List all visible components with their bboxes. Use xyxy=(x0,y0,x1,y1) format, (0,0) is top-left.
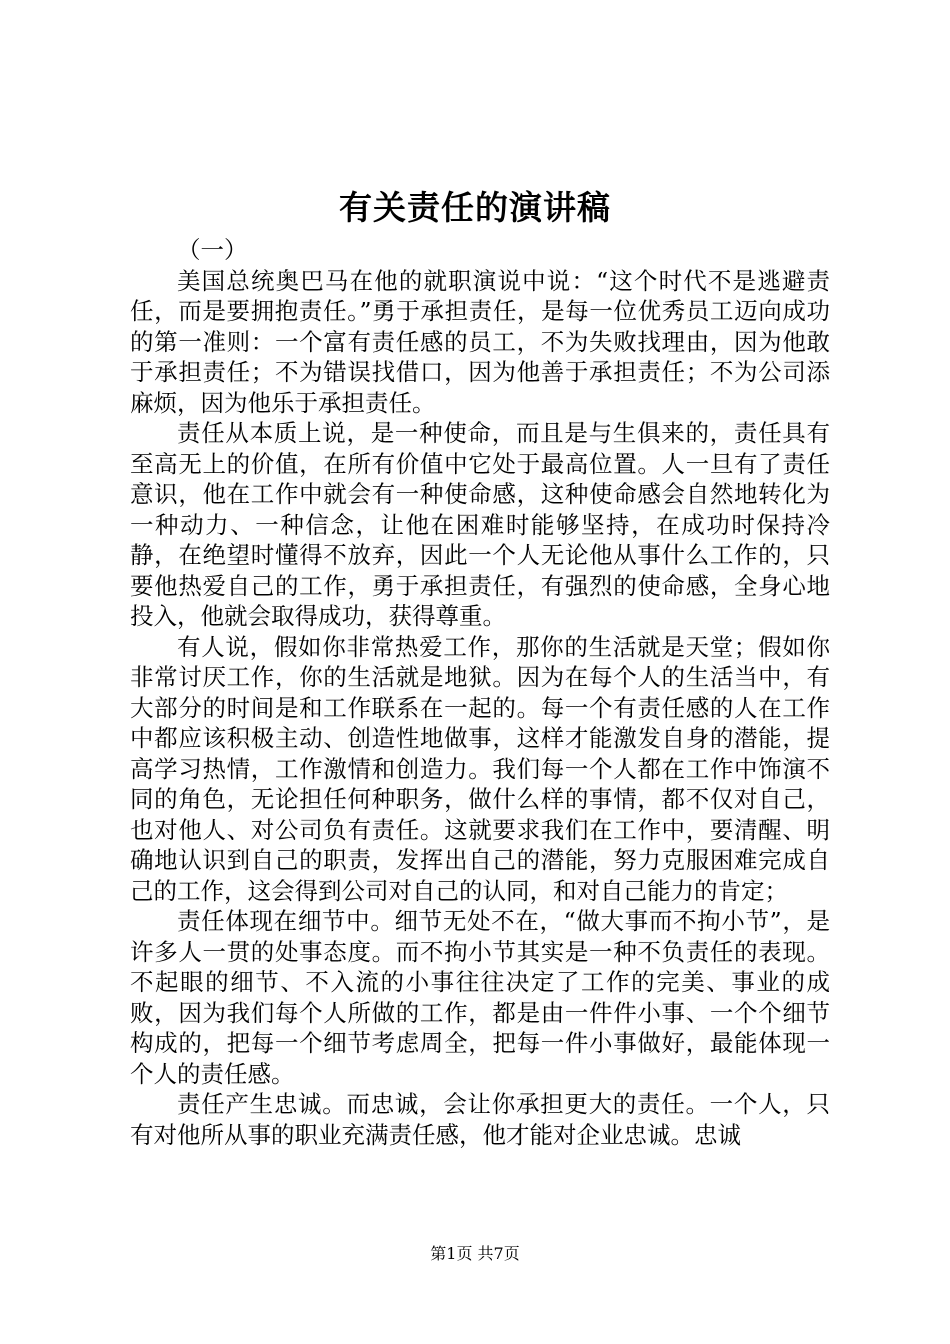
document-body xyxy=(130,235,830,1185)
paragraph: 责任从本质上说，是一种使命，而且是与生俱来的，责任具有至高无上的价值，在所有价值中它处于最高位置。人一旦有了责任意识，他在工作中就会有一种使命感，这种使命感会自然地转化为一种动力、一种信念，让他在困难时能够坚持，在成功时保持冷静，在绝望时懂得不放弃，因此一个人无论他从事什么工作的，只要他热爱自己的工作，勇于承担责任，有强烈的使命感，全身心地投入，他就会取得成功，获得尊重。 xyxy=(130,419,830,630)
section-label: （一） xyxy=(177,236,248,264)
page-footer: 第1页 共7页 xyxy=(430,1244,520,1263)
paragraph: 美国总统奥巴马在他的就职演说中说：“这个时代不是逃避责任，而是要拥抱责任。”勇于承担责任，是每一位优秀员工迈向成功的第一准则：一个富有责任感的员工，不为失败找理由，因为他敢于承担责任；不为错误找借口，因为他善于承担责任；不为公司添麻烦，因为他乐于承担责任。 xyxy=(130,266,830,417)
paragraph: 责任体现在细节中。细节无处不在，“做大事而不拘小节”，是许多人一贯的处事态度。而不拘小节其实是一种不负责任的表现。不起眼的细节、不入流的小事往往决定了工作的完美、事业的成败，因为我们每个人所做的工作，都是由一件件小事、一个个细节构成的，把每一个细节考虑周全，把每一件小事做好，最能体现一个人的责任感。 xyxy=(130,907,830,1088)
paragraph: 责任产生忠诚。而忠诚，会让你承担更大的责任。一个人，只有对他所从事的职业充满责任感，他才能对企业忠诚。忠诚 xyxy=(130,1090,830,1149)
document-title: 有关责任的演讲稿 xyxy=(339,188,611,227)
paragraph: 有人说，假如你非常热爱工作，那你的生活就是天堂；假如你非常讨厌工作，你的生活就是地狱。因为在每个人的生活当中，有大部分的时间是和工作联系在一起的。每一个有责任感的人在工作中都应该积极主动、创造性地做事，这样才能激发自身的潜能，提高学习热情，工作激情和创造力。我们每一个人都在工作中饰演不同的角色，无论担任何种职务，做什么样的事情，都不仅对自己，也对他人、对公司负有责任。这就要求我们在工作中，要清醒、明确地认识到自己的职责，发挥出自己的潜能，努力克服困难完成自己的工作，这会得到公司对自己的认同，和对自己能力的肯定； xyxy=(130,632,830,905)
